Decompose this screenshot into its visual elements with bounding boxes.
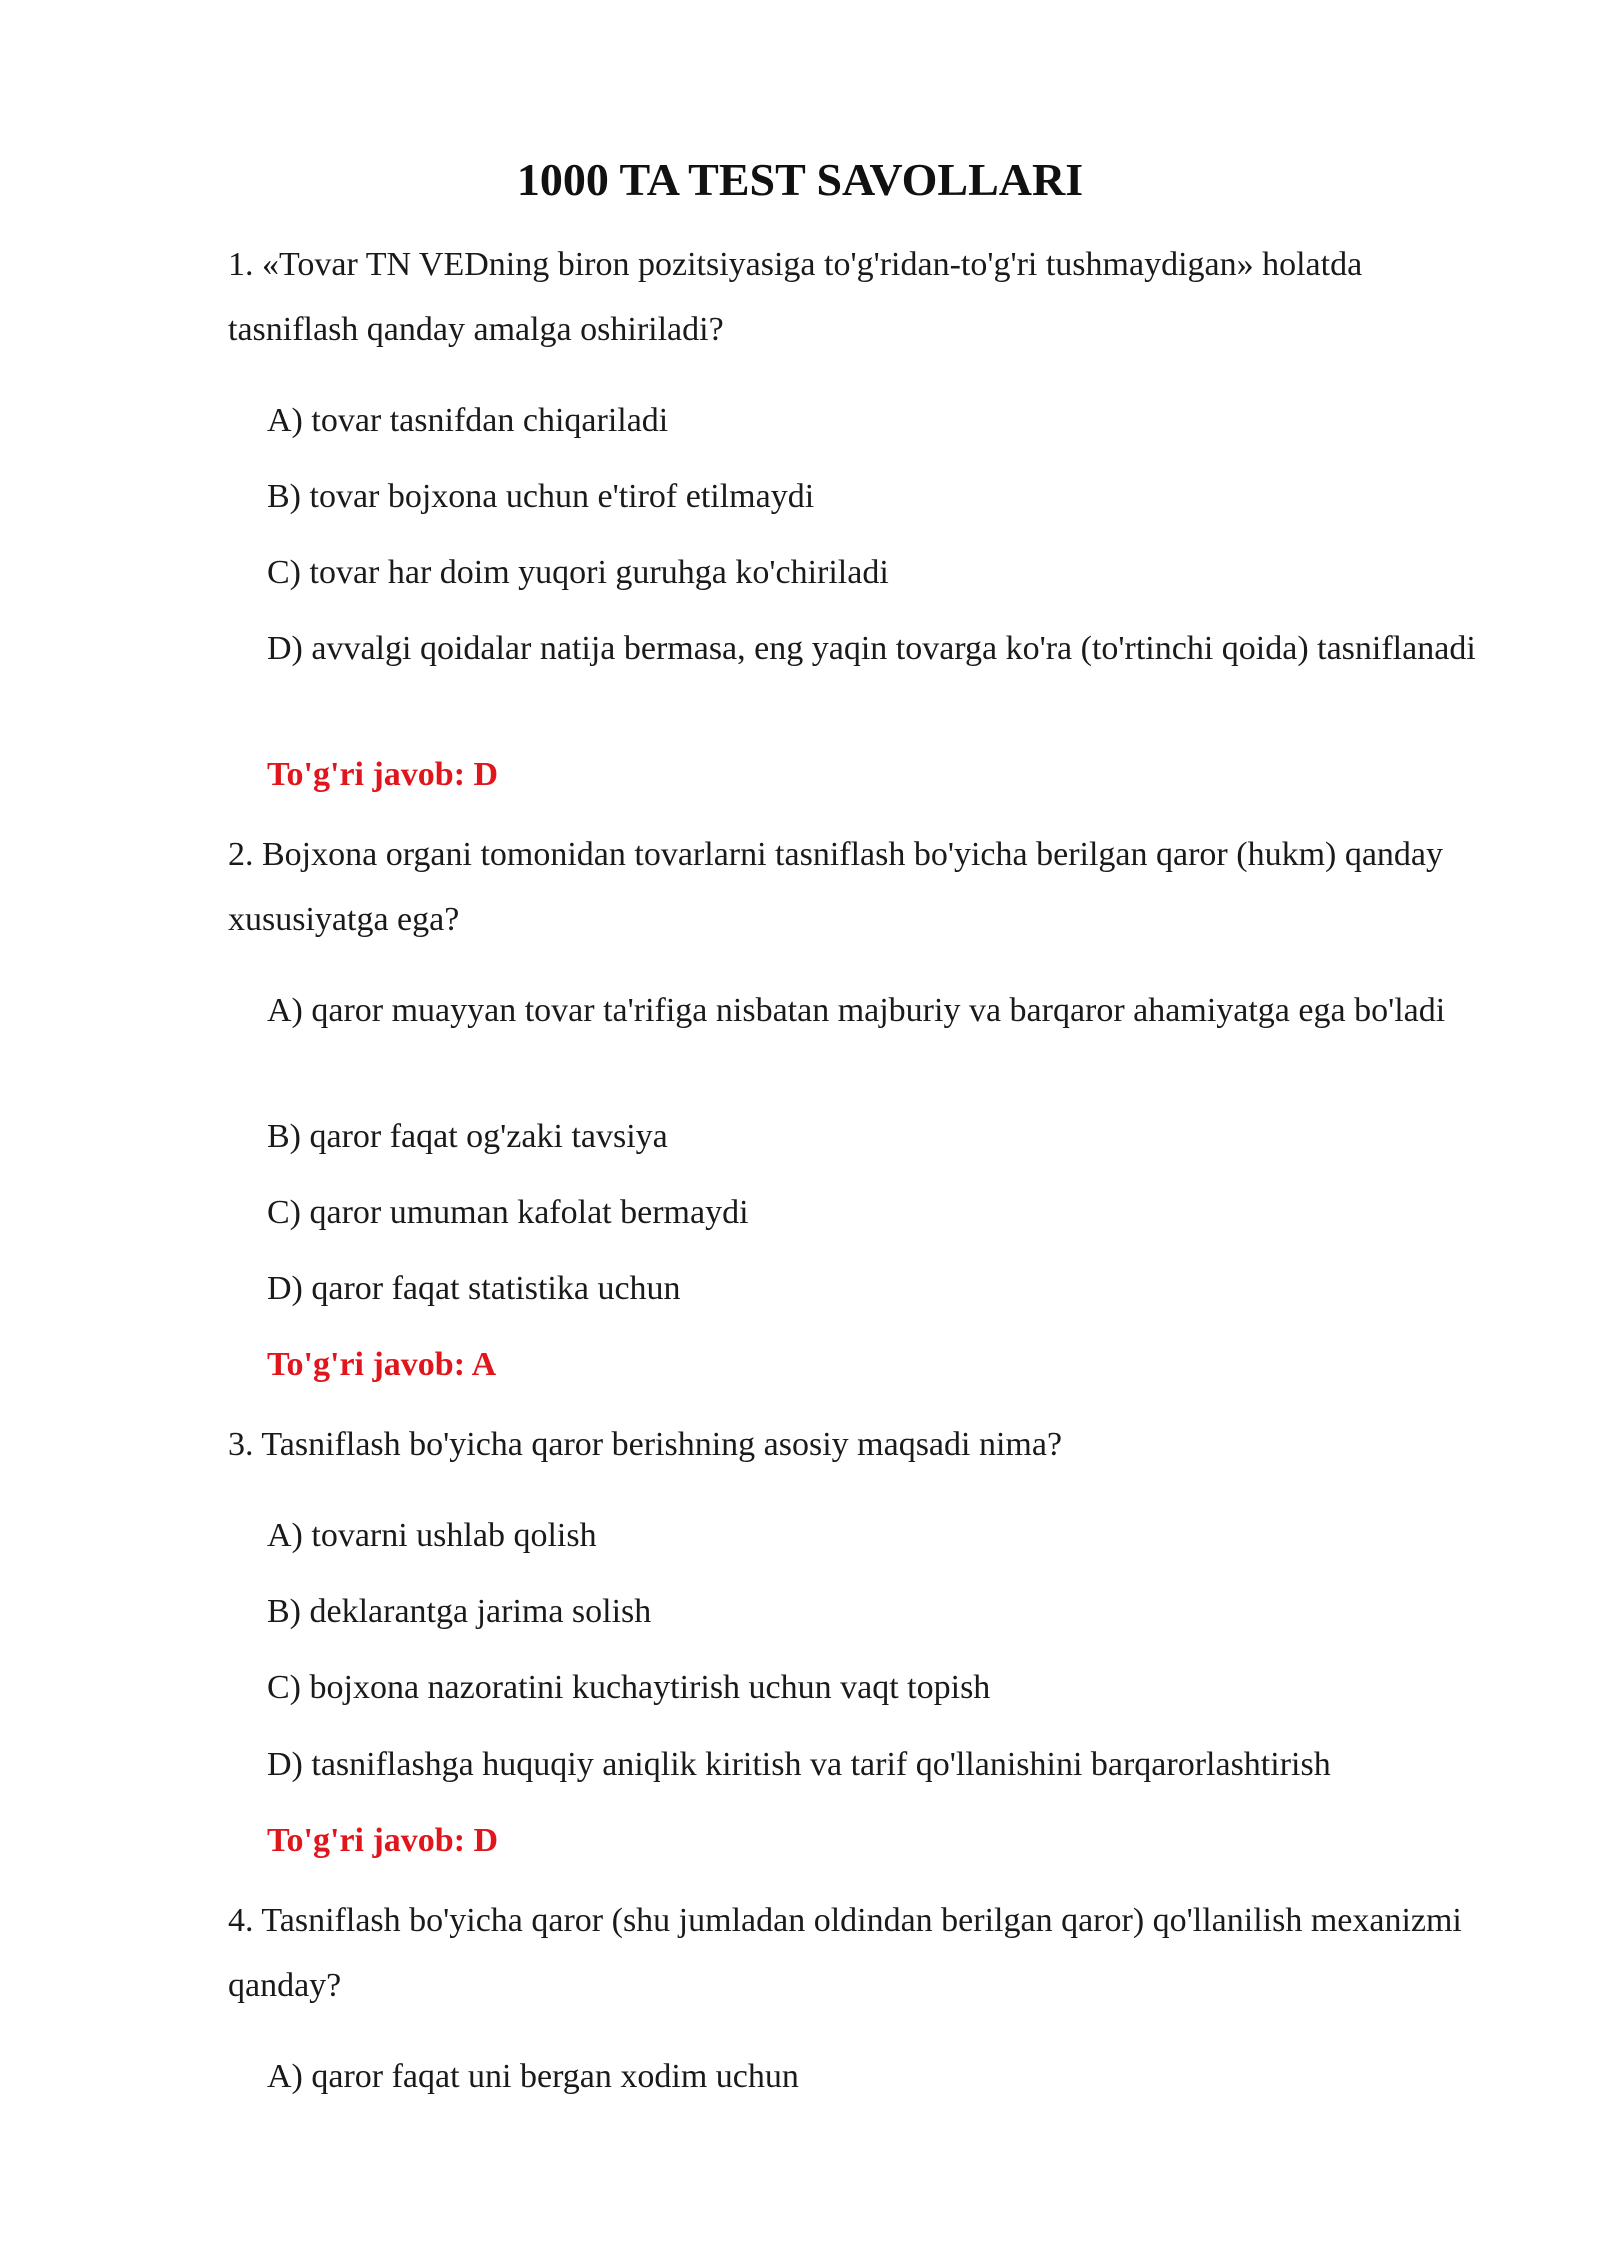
question-1-answer: To'g'ri javob: D bbox=[267, 756, 499, 793]
question-1-option-d: D) avvalgi qoidalar natija bermasa, eng yaqin tovarga ko'ra (to'rtinchi qoida) tasniflanadi bbox=[267, 630, 1476, 667]
question-1-option-c: C) tovar har doim yuqori guruhga ko'chiriladi bbox=[267, 554, 889, 591]
question-1-option-a: A) tovar tasnifdan chiqariladi bbox=[267, 402, 669, 439]
question-3-option-b: B) deklarantga jarima solish bbox=[267, 1593, 652, 1630]
question-2-option-b: B) qaror faqat og'zaki tavsiya bbox=[267, 1118, 668, 1155]
question-1-option-b: B) tovar bojxona uchun e'tirof etilmaydi bbox=[267, 478, 815, 515]
question-3-answer: To'g'ri javob: D bbox=[267, 1822, 499, 1859]
question-4-text: 4. Tasniflash bo'yicha qaror (shu jumladan oldindan berilgan qaror) qo'llanilish mexanizmi qanday? bbox=[228, 1902, 1462, 2004]
question-3-option-a: A) tovarni ushlab qolish bbox=[267, 1517, 597, 1554]
question-3-option-c: C) bojxona nazoratini kuchaytirish uchun vaqt topish bbox=[267, 1669, 991, 1706]
question-2-answer: To'g'ri javob: A bbox=[267, 1346, 497, 1383]
question-3-option-d: D) tasniflashga huquqiy aniqlik kiritish va tarif qo'llanishini barqarorlashtirish bbox=[267, 1746, 1331, 1783]
question-2-option-c: C) qaror umuman kafolat bermaydi bbox=[267, 1194, 749, 1231]
question-3-text: 3. Tasniflash bo'yicha qaror berishning asosiy maqsadi nima? bbox=[228, 1426, 1063, 1463]
question-2-text: 2. Bojxona organi tomonidan tovarlarni tasniflash bo'yicha berilgan qaror (hukm) qanday xususiyatga ega? bbox=[228, 836, 1444, 938]
question-2-option-a: A) qaror muayyan tovar ta'rifiga nisbatan majburiy va barqaror ahamiyatga ega bo'ladi bbox=[267, 992, 1446, 1029]
question-4-option-a: A) qaror faqat uni bergan xodim uchun bbox=[267, 2058, 799, 2095]
question-1-text: 1. «Tovar TN VEDning biron pozitsiyasiga to'g'ridan-to'g'ri tushmaydigan» holatda tasniflash qanday amalga oshiriladi? bbox=[228, 246, 1363, 348]
document-title: 1000 TA TEST SAVOLLARI bbox=[516, 154, 1084, 205]
question-2-option-d: D) qaror faqat statistika uchun bbox=[267, 1270, 681, 1307]
